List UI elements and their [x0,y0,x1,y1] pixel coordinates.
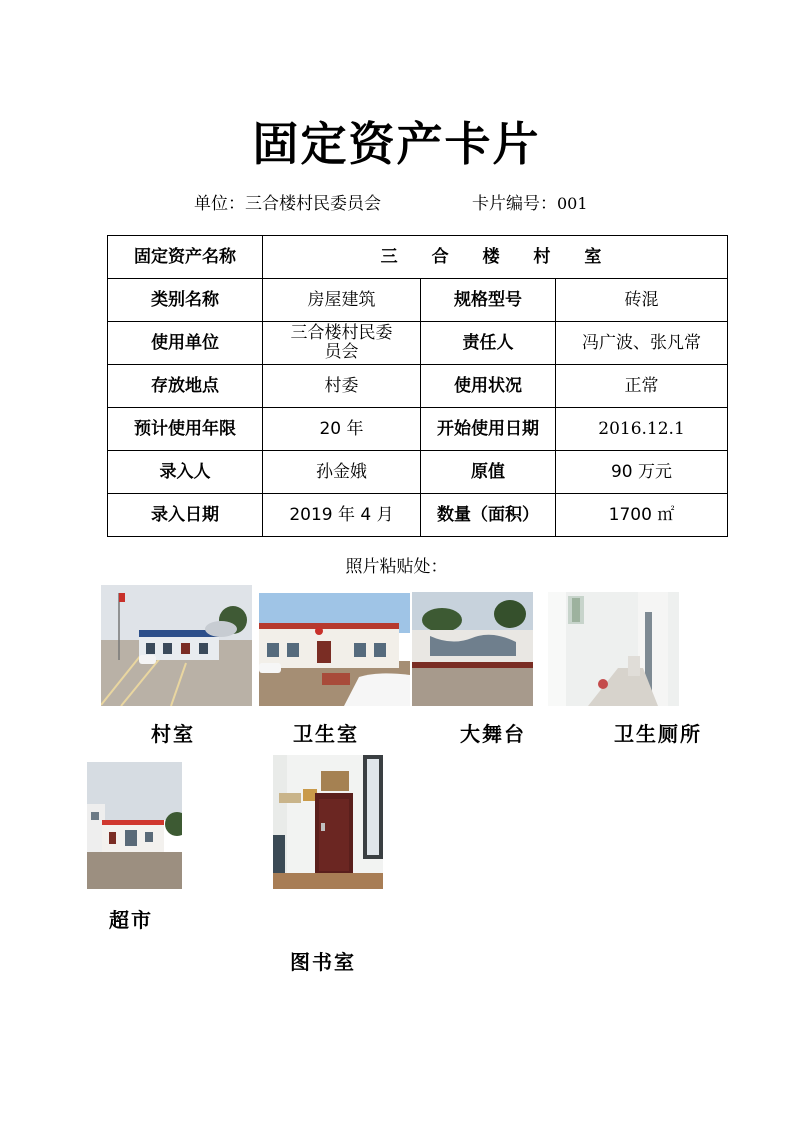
asset-name-label: 固定资产名称 [108,236,263,279]
status-label: 使用状况 [421,365,556,408]
start-date-value: 2016.12.1 [556,408,728,451]
supermarket-caption: 超市 [109,908,153,932]
card-label: 卡片编号： [472,194,557,214]
table-row [108,365,728,408]
table-row [108,408,728,451]
owner-label: 责任人 [421,322,556,365]
original-value-value: 90 万元 [556,451,728,494]
asset-name-value: 三 合 楼 村 室 [263,236,728,279]
village-office-caption: 村室 [151,722,195,746]
spec-label: 规格型号 [421,279,556,322]
table-row [108,451,728,494]
user-unit-label: 使用单位 [108,322,263,365]
clinic-photo [259,593,410,706]
stage-caption: 大舞台 [460,722,526,746]
toilet-photo [548,592,679,706]
library-caption: 图书室 [290,950,356,974]
entered-by-value: 孙金娥 [263,451,421,494]
photo-section-label: 照片粘贴处： [345,557,448,577]
life-label: 预计使用年限 [108,408,263,451]
unit-line: 单位：三合楼村民委员会 [194,194,381,214]
quantity-value: 1700 ㎡ [556,494,728,537]
location-label: 存放地点 [108,365,263,408]
owner-value: 冯广波、张凡常 [556,322,728,365]
library-photo [273,755,383,889]
entry-date-value: 2019 年 4 月 [263,494,421,537]
status-value: 正常 [556,365,728,408]
asset-card-table [107,235,728,537]
category-label: 类别名称 [108,279,263,322]
location-value: 村委 [263,365,421,408]
table-row [108,279,728,322]
page-title: 固定资产卡片 [252,117,541,171]
card-no-value: 001 [557,194,588,213]
quantity-label: 数量（面积） [421,494,556,537]
original-value-label: 原值 [421,451,556,494]
clinic-caption: 卫生室 [293,722,359,746]
start-date-label: 开始使用日期 [421,408,556,451]
table-row [108,322,728,365]
entered-by-label: 录入人 [108,451,263,494]
category-value: 房屋建筑 [263,279,421,322]
spec-value: 砖混 [556,279,728,322]
toilet-caption: 卫生厕所 [614,722,702,746]
table-row [108,236,728,279]
supermarket-photo [87,762,182,889]
village-office-photo [101,585,252,706]
table-row [108,494,728,537]
life-value: 20 年 [263,408,421,451]
stage-photo [412,592,533,706]
user-unit-value: 三合楼村民委员会 [263,322,421,365]
card-number [472,189,588,214]
entry-date-label: 录入日期 [108,494,263,537]
